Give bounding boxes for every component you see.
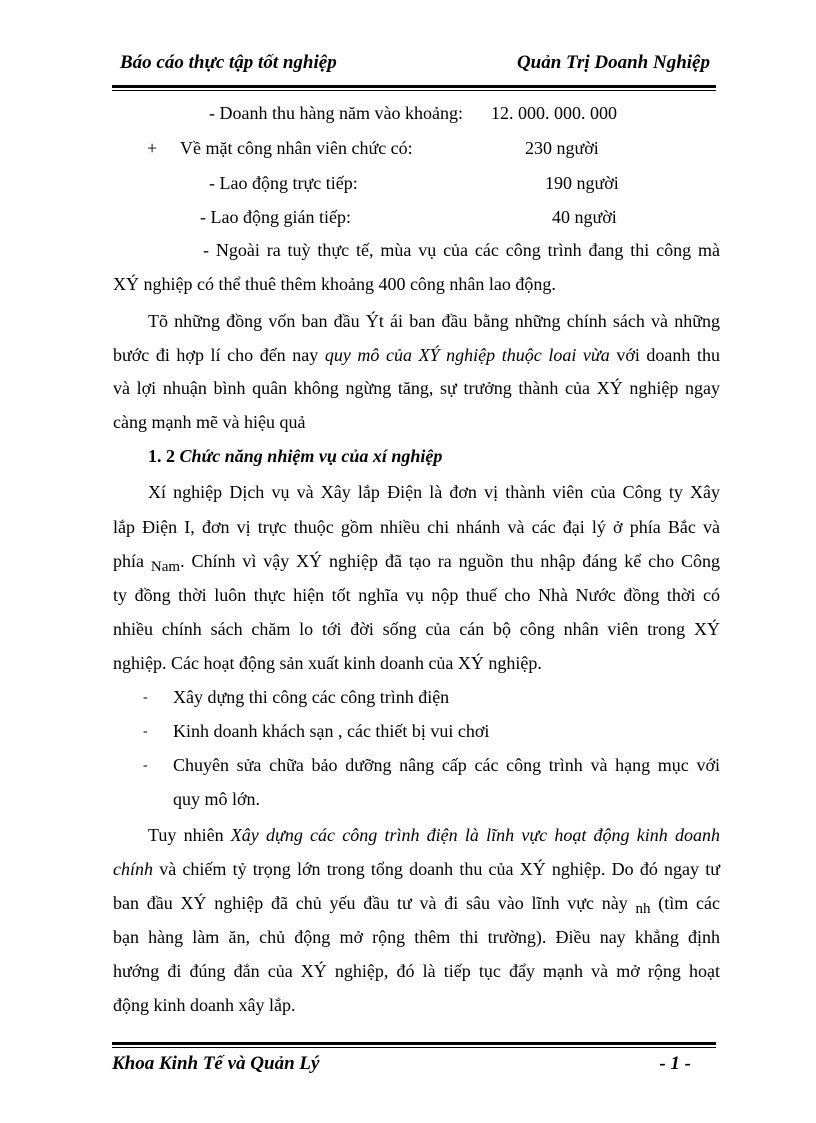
para4-line1: Tuy nhiên Xây dựng các công trình điện là lĩnh vực hoạt động kinh doanh <box>148 825 720 845</box>
list-marker: - <box>143 724 148 739</box>
plus-marker: + <box>147 138 158 158</box>
list-marker: - <box>143 758 148 773</box>
para3-line2: lắp Điện I, đơn vị trực thuộc gồm nhiều chi nhánh và các đại lý ở phía Bắc và <box>113 517 720 537</box>
revenue-label: - Doanh thu hàng năm vào khoảng: <box>209 103 463 123</box>
section-heading: 1. 2 Chức năng nhiệm vụ của xí nghiệp <box>148 446 443 466</box>
list-item-3-line2: quy mô lớn. <box>173 789 261 809</box>
header-rule-thin <box>112 90 716 91</box>
direct-labor-value: 190 người <box>545 173 619 193</box>
para4-line4: bạn hàng làm ăn, chủ động mở rộng thêm thi trường). Điều nay khẳng định <box>113 927 720 947</box>
list-item-2: Kinh doanh khách sạn , các thiết bị vui chơi <box>173 721 490 741</box>
para3-line6: nghiệp. Các hoạt động sản xuất kinh doanh của XÝ nghiệp. <box>113 653 542 673</box>
para3-line1: Xí nghiệp Dịch vụ và Xây lắp Điện là đơn vị thành viên của Công ty Xây <box>148 482 720 502</box>
para2-line2: bước đi hợp lí cho đến nay quy mô của XÝ nghiệp thuộc loai vừa với doanh thu <box>113 345 720 365</box>
para4-line3: ban đầu XÝ nghiệp đã chủ yếu đầu tư và đi sâu vào lĩnh vực này $_{nh}$ (tìm các <box>113 893 720 917</box>
para3-line4: ty đồng thời luôn thực hiện tốt nghĩa vụ nộp thuế cho Nhà Nước đồng thời có <box>113 585 720 605</box>
list-item-3-line1: Chuyên sửa chữa bảo dưỡng nâng cấp các công trình và hạng mục với <box>173 755 720 775</box>
para2-line3: và lợi nhuận bình quân không ngừng tăng, sự trưởng thành của XÝ nghiệp ngay <box>113 378 720 398</box>
para4-line5: hướng đi đúng đắn của XÝ nghiệp, đó là tiếp tục đẩy mạnh và mở rộng hoạt <box>113 961 720 981</box>
footer-rule-thick <box>112 1042 716 1045</box>
header-subject: Quản Trị Doanh Nghiệp <box>516 52 710 73</box>
para1-line2: XÝ nghiệp có thể thuê thêm khoảng 400 công nhân lao động. <box>113 274 556 294</box>
indirect-labor-value: 40 người <box>552 207 617 227</box>
list-item-1: Xây dựng thi công các công trình điện <box>173 687 450 707</box>
list-marker: - <box>143 690 148 705</box>
para4-line6: động kinh doanh xây lắp. <box>113 995 296 1015</box>
footer-rule-thin <box>112 1047 716 1048</box>
indirect-labor-label: - Lao động gián tiếp: <box>200 207 351 227</box>
para3-line5: nhiều chính sách chăm lo tới đời sống của cán bộ công nhân viên trong XÝ <box>113 619 720 639</box>
staff-value: 230 người <box>525 138 599 158</box>
direct-labor-label: - Lao động trực tiếp: <box>209 173 358 193</box>
staff-label: Về mặt công nhân viên chức có: <box>180 138 413 158</box>
para4-line2: chính và chiếm tỷ trọng lớn trong tổng doanh thu của XÝ nghiệp. Do đó ngay tư <box>113 859 720 879</box>
header-report-title: Báo cáo thực tập tốt nghiệp <box>120 52 337 73</box>
para1-line1: - Ngoài ra tuỳ thực tế, mùa vụ của các công trình đang thi công mà <box>203 240 720 260</box>
header-rule-thick <box>112 85 716 88</box>
para3-line3: phía $_{Nam}$. Chính vì vậy XÝ nghiệp đã tạo ra nguồn thu nhập đáng kể cho Công <box>113 551 720 575</box>
footer-faculty: Khoa Kinh Tế và Quản Lý <box>112 1053 320 1074</box>
revenue-value: 12. 000. 000. 000 <box>491 103 617 123</box>
page-number: - 1 - <box>659 1053 691 1074</box>
para2-line1: Tõ những đồng vốn ban đầu Ýt ái ban đầu bằng những chính sách và những <box>148 311 720 331</box>
para2-line4: càng mạnh mẽ và hiệu quả <box>113 412 306 432</box>
